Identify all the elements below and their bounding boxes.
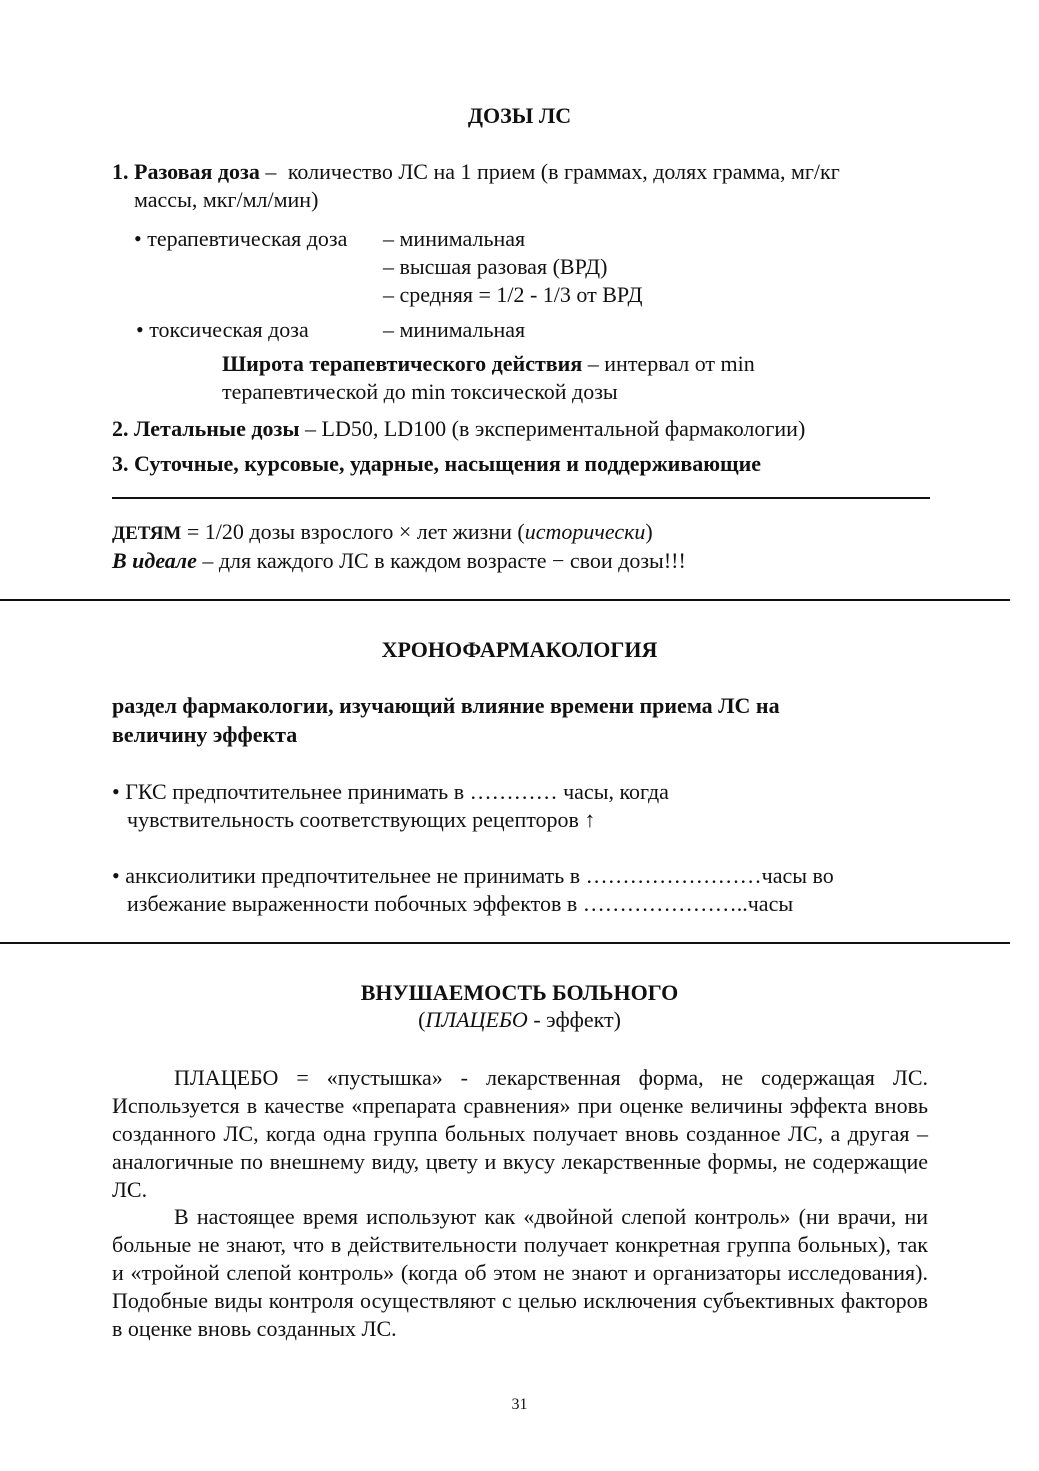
ideal-text: – для каждого ЛС в каждом возрасте − свои дозы!!! xyxy=(196,548,686,573)
therapeutic-dose-label: • терапевтическая доза xyxy=(134,226,348,251)
section-divider-2 xyxy=(0,942,1010,944)
therapeutic-dose-avg: – средняя = 1/2 - 1/3 от ВРД xyxy=(383,282,643,307)
dose-item-1-label: 1. Разовая доза xyxy=(112,159,260,184)
dose-item-2 xyxy=(112,415,805,443)
dose-item-1-line2: массы, мкг/мл/мин) xyxy=(134,187,319,212)
dose-item-2-text: – LD50, LD100 (в экспериментальной фармакологии) xyxy=(299,416,806,441)
dose-item-3: 3. Суточные, курсовые, ударные, насыщения и поддерживающие xyxy=(112,451,762,476)
chrono-bullet-1-line1: • ГКС предпочтительнее принимать в ………… часы, когда xyxy=(112,779,669,804)
section-divider-1 xyxy=(0,599,1010,601)
dose-item-1-text: количество ЛС на 1 прием (в граммах, долях грамма, мг/кг xyxy=(287,159,840,184)
chrono-bullet-1-line2: чувствительность соответствующих рецепторов ↑ xyxy=(127,807,596,832)
placebo-paragraph-2: В настоящее время используют как «двойной слепой контроль» (ни врачи, ни больные не знают, что в действительности получает конкретная группа больных), так и «тройной слепой контроль» (когда об этом не знают и организаторы исследования). Подобные виды контроля осуществляют с целью исключения субъективных факторов в оценке вновь созданных ЛС. xyxy=(112,1204,928,1341)
ideal-dose-line xyxy=(112,547,686,575)
ideal-label: В идеале xyxy=(112,548,197,573)
dose-item-2-label: 2. Летальные дозы xyxy=(112,416,300,441)
dose-item-1-dash: – xyxy=(259,159,282,184)
therapeutic-breadth-term: Широта терапевтического действия xyxy=(222,351,583,376)
children-close: ) xyxy=(645,519,653,544)
toxic-dose-label: • токсическая доза xyxy=(136,317,309,342)
children-label: ДЕТЯМ xyxy=(112,523,182,544)
therapeutic-dose-max: – высшая разовая (ВРД) xyxy=(383,254,608,279)
placebo-subtitle-open: ( xyxy=(418,1007,426,1032)
placebo-title: ВНУШАЕМОСТЬ БОЛЬНОГО xyxy=(360,980,679,1005)
placebo-subtitle-rest: - эффект) xyxy=(527,1007,621,1032)
placebo-paragraph-1: ПЛАЦЕБО = «пустышка» - лекарственная форма, не содержащая ЛС. Используется в качестве «препарата сравнения» при оценке величины эффекта вновь созданного ЛС, когда одна группа больных получает вновь созданное ЛС, а другая – аналогичные по внешнему виду, цвету и вкусу лекарственные формы, не содержащие ЛС. xyxy=(112,1065,928,1202)
doses-divider xyxy=(112,497,930,499)
chrono-bullet-2-line1: • анксиолитики предпочтительнее не принимать в ……………………часы во xyxy=(112,863,834,888)
therapeutic-dose-min: – минимальная xyxy=(383,226,526,251)
page-number: 31 xyxy=(511,1396,528,1413)
therapeutic-breadth-text: – интервал от min xyxy=(582,351,755,376)
placebo-subtitle xyxy=(0,1006,1039,1034)
placebo-subtitle-italic: ПЛАЦЕБО xyxy=(425,1007,528,1032)
chrono-definition-line1: раздел фармакологии, изучающий влияние времени приема ЛС на xyxy=(112,693,780,718)
chrono-title: ХРОНОФАРМАКОЛОГИЯ xyxy=(381,637,658,662)
children-dose-line xyxy=(112,518,653,548)
doses-title: ДОЗЫ ЛС xyxy=(467,103,572,128)
toxic-dose-min: – минимальная xyxy=(383,317,526,342)
chrono-definition-line2: величину эффекта xyxy=(112,722,298,747)
children-text: = 1/20 дозы взрослого × лет жизни ( xyxy=(181,519,525,544)
therapeutic-breadth-line1 xyxy=(222,350,755,378)
chrono-bullet-2-line2: избежание выраженности побочных эффектов в …………………..часы xyxy=(127,891,794,916)
dose-item-1-line1 xyxy=(112,158,840,186)
therapeutic-breadth-line2: терапевтической до min токсической дозы xyxy=(222,379,618,404)
children-italic: исторически xyxy=(524,519,646,544)
